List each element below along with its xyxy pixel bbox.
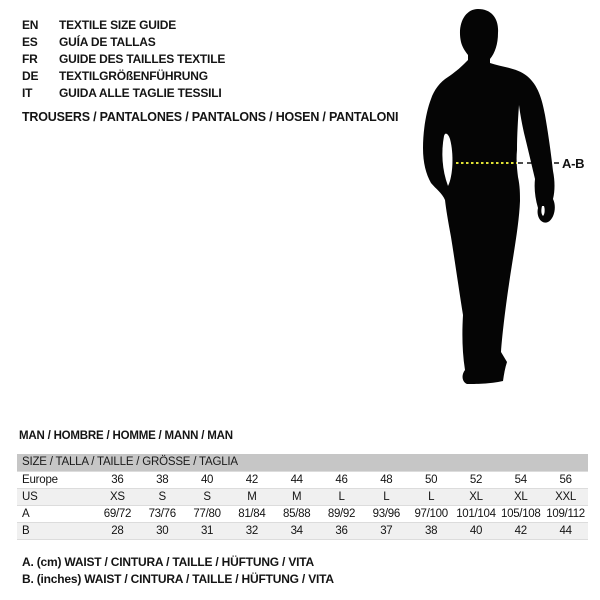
size-cell: 42: [245, 474, 258, 486]
size-cell: 40: [469, 525, 483, 537]
size-cell: 38: [156, 474, 169, 486]
size-cell: S: [158, 491, 166, 503]
size-cell: 42: [514, 525, 527, 537]
language-label: TEXTILGRÖßENFÜHRUNG: [59, 68, 208, 83]
row-label: B: [22, 525, 30, 537]
row-label: A: [22, 508, 30, 520]
note-a: A. (cm) WAIST / CINTURA / TAILLE / HÜFTUNG / VITA: [22, 555, 314, 569]
size-cell: L: [383, 491, 390, 503]
table-row-europe: [17, 471, 588, 488]
size-cell: XS: [110, 491, 125, 503]
size-cell: XXL: [555, 491, 576, 503]
language-label: GUIDA ALLE TAGLIE TESSILI: [59, 85, 222, 100]
size-cell: 93/96: [372, 508, 400, 520]
size-cell: L: [428, 491, 435, 503]
row-label: US: [22, 491, 38, 503]
size-cell: M: [247, 491, 257, 503]
language-row-fr: [22, 50, 225, 67]
size-table-header: [17, 454, 588, 471]
size-cell: 97/100: [414, 508, 448, 520]
language-code: IT: [22, 85, 33, 100]
size-cell: 48: [380, 474, 393, 486]
size-cell: 56: [559, 474, 572, 486]
language-row-es: [22, 33, 225, 50]
size-cell: 69/72: [103, 508, 132, 520]
size-cell: 44: [559, 525, 572, 537]
language-code: ES: [22, 34, 38, 49]
size-cell: M: [292, 491, 302, 503]
man-silhouette: [423, 9, 555, 384]
language-code: EN: [22, 17, 39, 32]
size-cell: 38: [425, 525, 438, 537]
table-row-a: [17, 505, 588, 522]
size-cell: 101/104: [456, 508, 496, 520]
size-cell: 36: [335, 525, 348, 537]
size-cell: 81/84: [238, 508, 266, 520]
language-row-en: [22, 16, 225, 33]
size-cell: 89/92: [327, 508, 356, 520]
size-cell: L: [338, 491, 345, 503]
size-cell: 85/88: [283, 508, 311, 520]
size-cell: XL: [469, 491, 483, 503]
size-cell: 44: [290, 474, 303, 486]
size-cell: 50: [425, 474, 438, 486]
language-row-it: [22, 84, 225, 101]
language-label: TEXTILE SIZE GUIDE: [59, 17, 177, 32]
language-header-block: [22, 16, 225, 101]
size-cell: XL: [514, 491, 528, 503]
size-cell: 40: [200, 474, 214, 486]
man-silhouette-graphic: [400, 0, 600, 400]
size-cell: 46: [335, 474, 348, 486]
language-code: DE: [22, 68, 39, 83]
size-cell: 36: [111, 474, 124, 486]
garment-title: TROUSERS / PANTALONES / PANTALONS / HOSEN / PANTALONI: [22, 110, 399, 124]
size-cell: 31: [200, 525, 214, 537]
size-cell: 77/80: [193, 508, 221, 520]
size-table-body: [17, 471, 588, 540]
table-row-b: [17, 522, 588, 539]
size-cell: 52: [469, 474, 483, 486]
measure-label-a-b: A-B: [562, 156, 585, 171]
size-table: [17, 454, 588, 540]
language-row-de: [22, 67, 225, 84]
size-cell: 37: [380, 525, 393, 537]
language-label: GUIDE DES TAILLES TEXTILE: [59, 51, 226, 66]
size-cell: 34: [290, 525, 303, 537]
gender-caption: MAN / HOMBRE / HOMME / MANN / MAN: [19, 430, 233, 442]
size-cell: 32: [245, 525, 258, 537]
size-cell: 73/76: [148, 508, 176, 520]
size-table-header-label: SIZE / TALLA / TAILLE / GRÖSSE / TAGLIA: [22, 456, 238, 468]
size-cell: 105/108: [501, 508, 541, 520]
size-cell: 30: [156, 525, 169, 537]
note-b: B. (inches) WAIST / CINTURA / TAILLE / HÜFTUNG / VITA: [22, 572, 334, 586]
man-figure: [400, 0, 600, 400]
size-cell: 54: [514, 474, 527, 486]
size-cell: S: [203, 491, 211, 503]
row-label: Europe: [22, 474, 58, 486]
language-label: GUÍA DE TALLAS: [59, 34, 156, 49]
size-cell: 28: [111, 525, 124, 537]
size-cell: 109/112: [546, 508, 585, 520]
language-code: FR: [22, 51, 38, 66]
measurement-notes: [22, 554, 334, 588]
table-row-us: [17, 488, 588, 505]
